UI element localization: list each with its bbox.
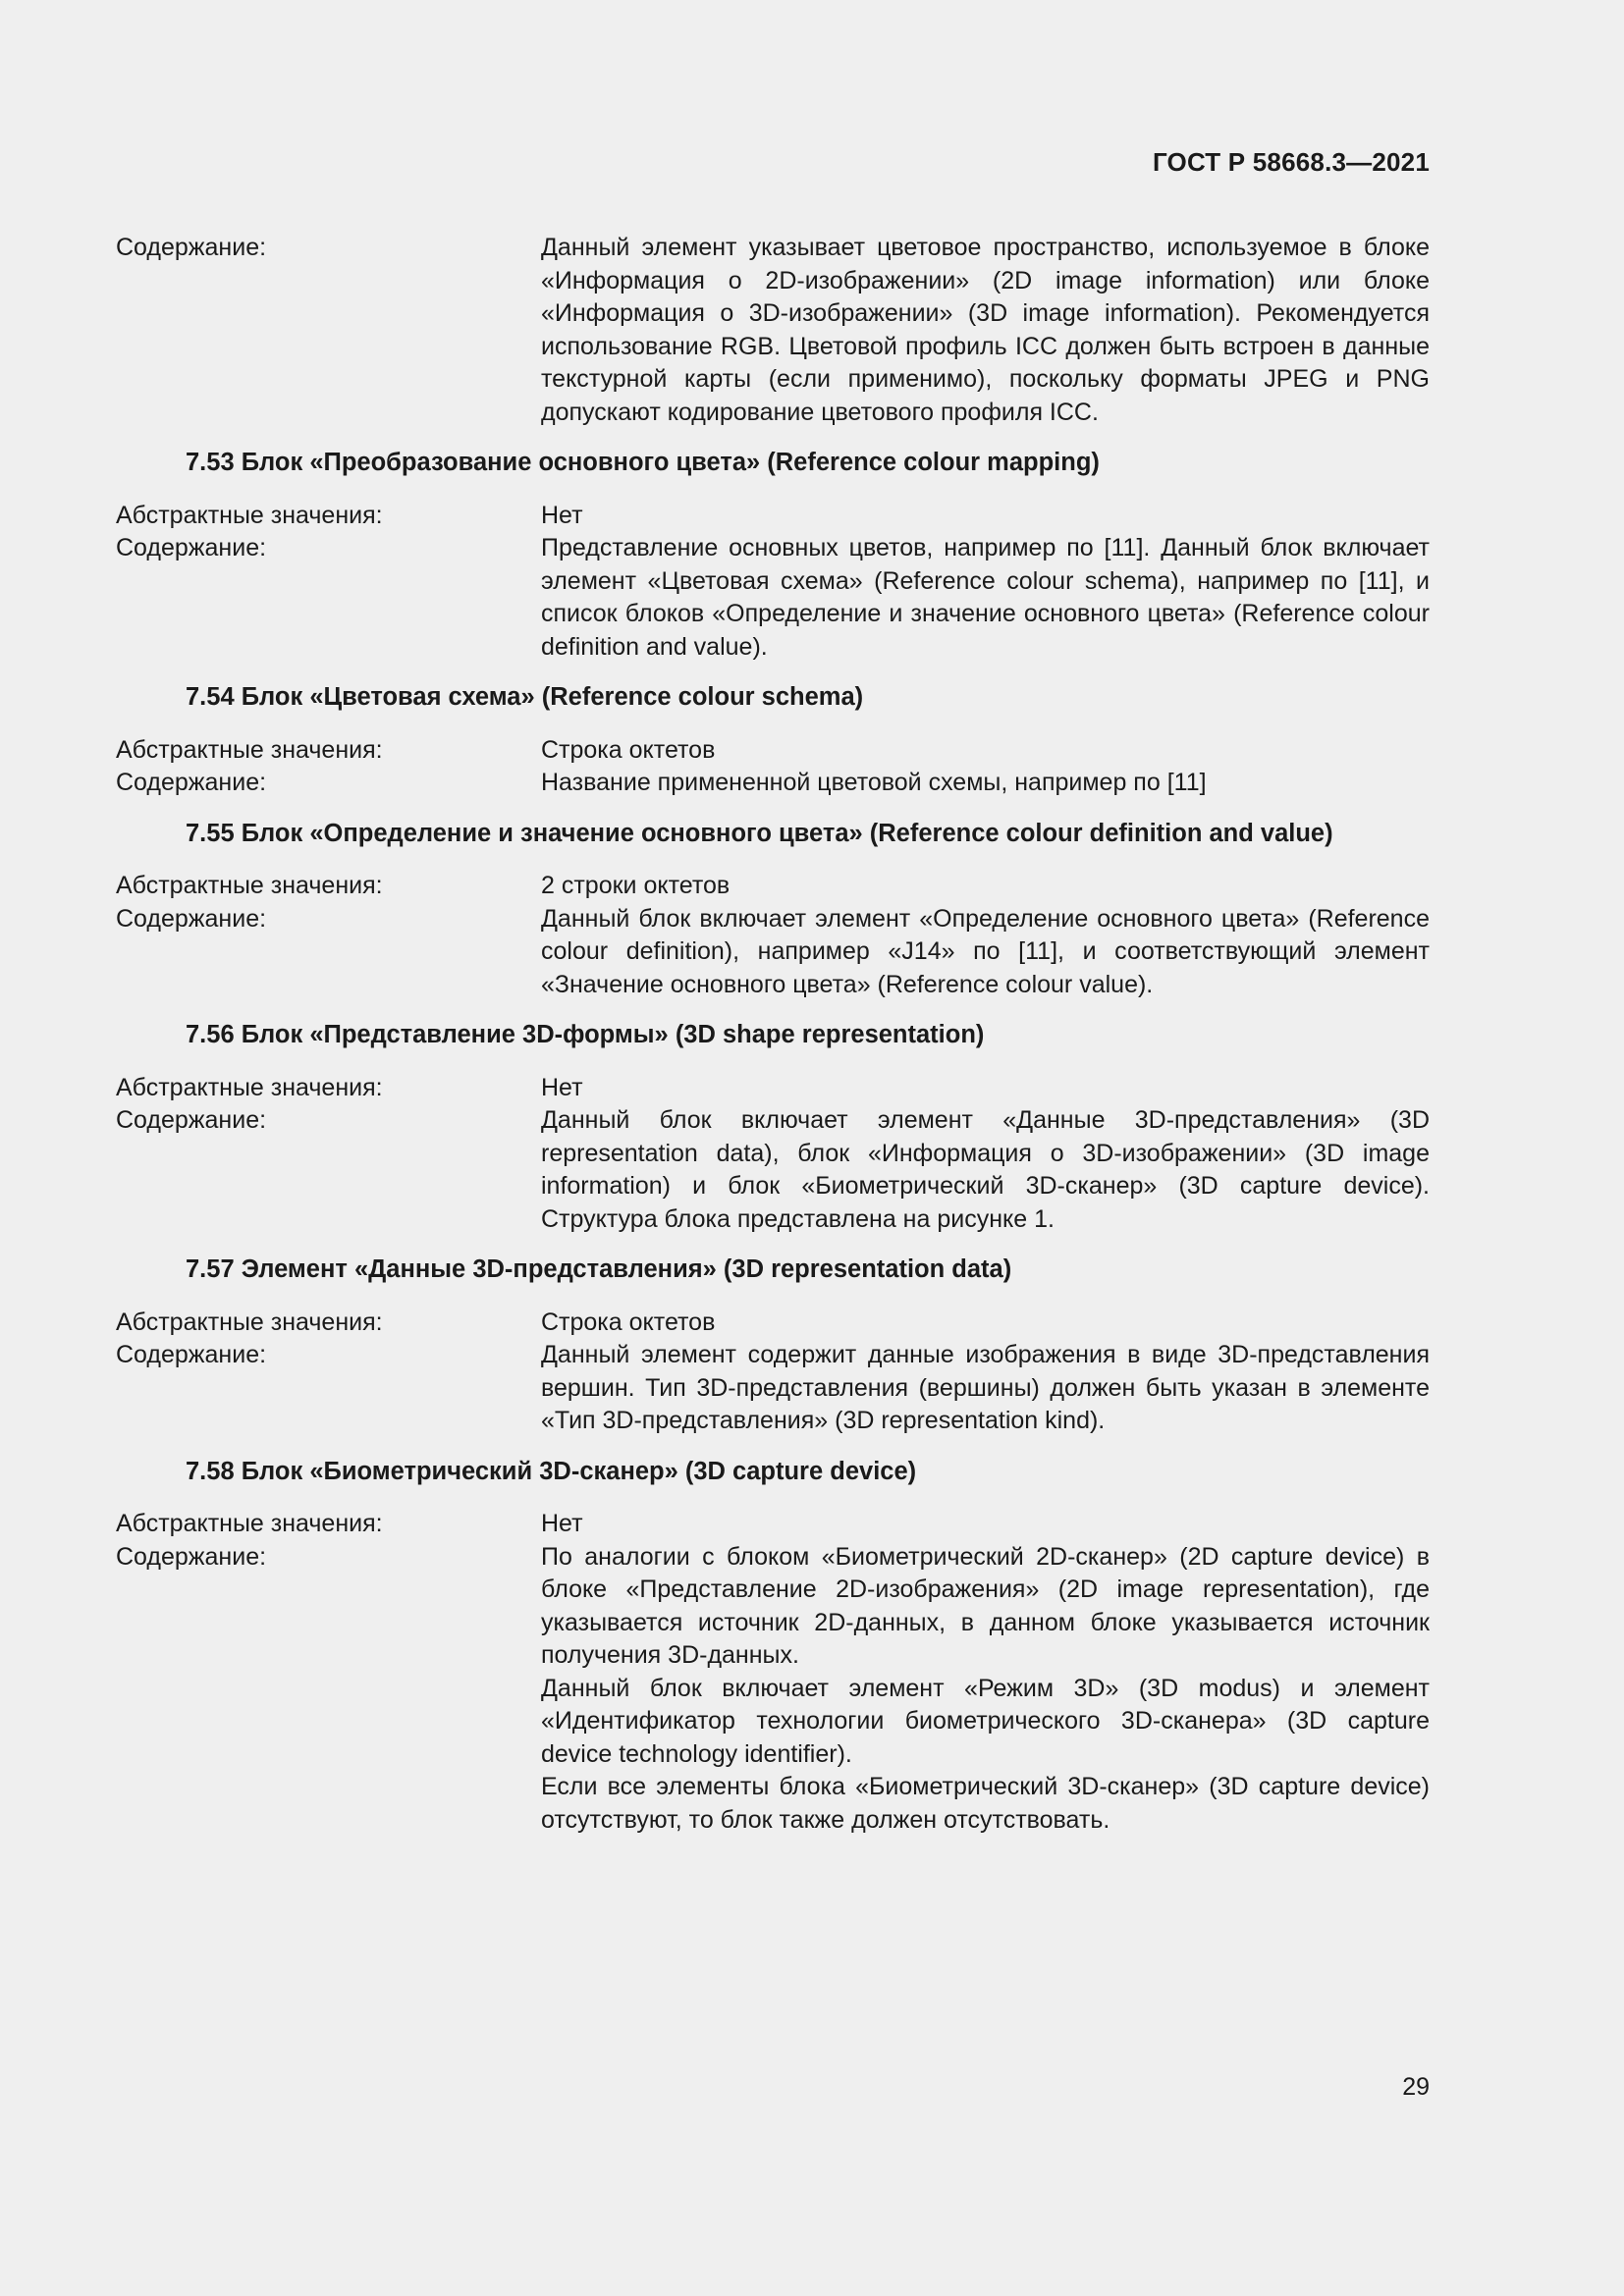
section-heading: 7.55 Блок «Определение и значение основного цвета» (Reference colour definition and value) [186,819,1333,847]
content-label: Содержание: [116,1542,267,1571]
abstract-values-label: Абстрактные значения: [116,735,383,764]
content-row [116,1339,1430,1438]
abstract-values-row [116,1072,1430,1105]
section-heading: 7.56 Блок «Представление 3D-формы» (3D shape representation) [186,1021,985,1048]
abstract-values-value: Нет [541,501,583,529]
content-label: Содержание: [116,904,267,933]
abstract-values-value: Нет [541,1510,583,1537]
abstract-values-value: 2 строки октетов [541,872,731,899]
section-heading: 7.54 Блок «Цветовая схема» (Reference colour schema) [186,683,864,711]
abstract-values-row [116,1307,1430,1340]
section-heading: 7.53 Блок «Преобразование основного цвета» (Reference colour mapping) [186,449,1100,476]
abstract-values-value: Строка октетов [541,1308,716,1336]
content-row [116,903,1430,1002]
abstract-values-row [116,1508,1430,1541]
abstract-values-label: Абстрактные значения: [116,1510,383,1537]
content-value: Данный блок включает элемент «Определение основного цвета» (Reference colour definition), например «J14» по [11], и соответствующий элемент «Значение основного цвета» (Reference colour value). [541,904,1430,998]
document-body [116,232,1430,1837]
content-value: Название примененной цветовой схемы, например по [11] [541,769,1207,796]
content-label: Содержание: [116,1341,267,1368]
content-value: Данный элемент указывает цветовое пространство, используемое в блоке «Информация о 2D-изображении» (2D image information) или блоке «Информация о 3D-изображении» (3D image information). Рекомендуется использование RGB. Цветовой профиль ICC должен быть встроен в данные текстурной карты (если применимо), поскольку форматы JPEG и PNG допускают кодирование цветового профиля ICC. [541,234,1430,426]
section-7-53 [116,447,1430,664]
abstract-values-row [116,870,1430,903]
section-7-56 [116,1019,1430,1236]
section-7-54 [116,681,1430,800]
section-7-57 [116,1254,1430,1438]
page-number: 29 [1402,2073,1430,2101]
abstract-values-label: Абстрактные значения: [116,872,383,899]
abstract-values-label: Абстрактные значения: [116,501,383,529]
standard-designation: ГОСТ Р 58668.3—2021 [1152,147,1430,177]
abstract-values-label: Абстрактные значения: [116,1073,383,1101]
content-row [116,1541,1430,1838]
abstract-values-value: Нет [541,1073,583,1101]
content-value: Данный блок включает элемент «Данные 3D-представления» (3D representation data), блок «Информация о 3D-изображении» (3D image information) и блок «Биометрический 3D-сканер» (3D capture device). Структура блока представлена на рисунке 1. [541,1106,1430,1233]
abstract-values-value: Строка октетов [541,735,716,764]
content-value: Представление основных цветов, например по [11]. Данный блок включает элемент «Цветовая схема» (Reference colour schema), например по [11], и список блоков «Определение и значение основного цвета» (Reference colour definition and value). [541,534,1430,661]
section-heading: 7.57 Элемент «Данные 3D-представления» (3D representation data) [186,1255,1012,1283]
content-row [116,1104,1430,1236]
section-heading: 7.58 Блок «Биометрический 3D-сканер» (3D capture device) [186,1457,917,1485]
content-row [116,767,1430,800]
section-7-58 [116,1456,1430,1838]
content-label: Содержание: [116,534,267,561]
content-value: По аналогии с блоком «Биометрический 2D-сканер» (2D capture device) в блоке «Представление 2D-изображения» (2D image representation), где указывается источник 2D-данных, в данном блоке указывается источник получения 3D-данных. Данный блок включает элемент «Режим 3D» (3D modus) и элемент «Идентификатор технологии биометрического 3D-сканера» (3D capture device technology identifier). Если все элементы блока «Биометрический 3D-сканер» (3D capture device) отсутствуют, то блок также должен отсутствовать. [541,1542,1430,1834]
content-label: Содержание: [116,1106,267,1134]
content-label: Содержание: [116,769,267,796]
section-7-55 [116,818,1430,1002]
content-row [116,532,1430,664]
content-label: Содержание: [116,234,267,261]
abstract-values-row [116,500,1430,533]
intro-content-row [116,232,1430,429]
abstract-values-label: Абстрактные значения: [116,1308,383,1336]
abstract-values-row [116,734,1430,768]
content-value: Данный элемент содержит данные изображения в виде 3D-представления вершин. Тип 3D-представления (вершины) должен быть указан в элементе «Тип 3D-представления» (3D representation kind). [541,1341,1430,1434]
